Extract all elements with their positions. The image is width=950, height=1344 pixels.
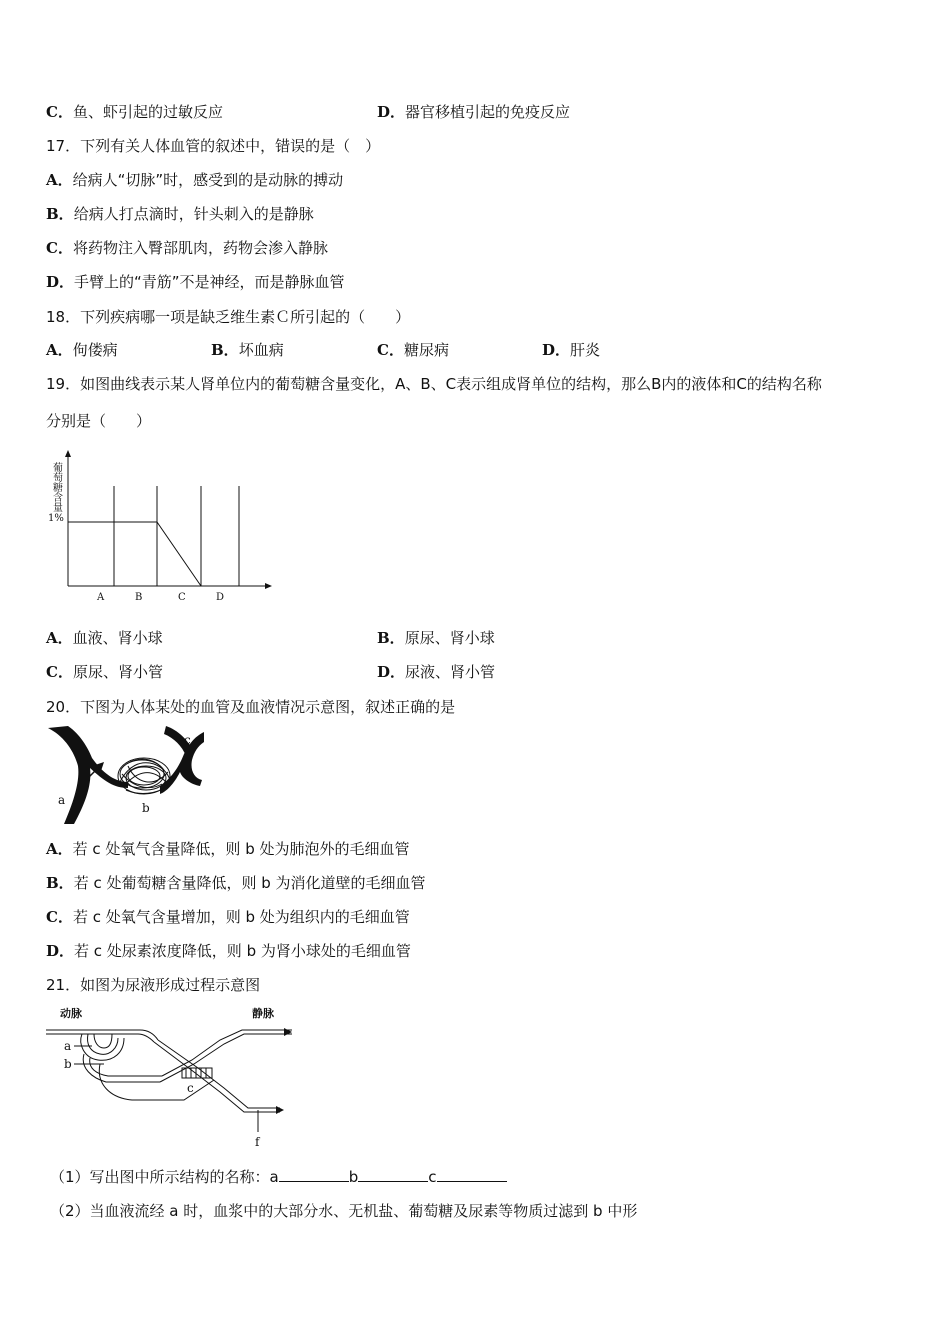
option-text: 肝炎 [570,341,601,359]
option-text: 手臂上的“青筋”不是神经，而是静脉血管 [74,273,345,291]
sub1-a-label: a [269,1168,279,1186]
label-c: c [184,733,191,747]
q19-stem-line1: 19．如图曲线表示某人肾单位内的葡萄糖含量变化，A、B、C表示组成肾单位的结构，那么B内的液体和C的结构名称 [46,375,822,393]
option-letter: C． [46,103,73,121]
capillary-network [118,758,170,794]
label-f: f [255,1135,260,1149]
q20-option-c [46,907,410,927]
glucose-chart [40,450,280,610]
option-letter: A． [46,629,73,647]
sub1-prefix: （1）写出图中所示结构的名称： [50,1168,270,1186]
q20-option-b [46,873,426,893]
label-a: a [64,1039,72,1053]
q19-stem-line2: 分别是（ ） [46,412,152,430]
artery-vessel [48,726,128,824]
q16-option-c [46,102,223,122]
chart-xtick-c: C [178,592,186,603]
q20-stem: 20．下图为人体某处的血管及血液情况示意图，叙述正确的是 [46,698,456,716]
q20-option-d [46,941,411,961]
q19-option-a [46,628,163,648]
q20-option-a [46,839,409,859]
option-letter: C． [46,908,73,926]
chart-ylabel: 葡萄糖含量 [50,462,62,512]
chart-glucose-curve [68,522,201,586]
q19-option-c [46,662,163,682]
option-text: 给病人打点滴时，针头刺入的是静脉 [73,205,314,223]
arrow-right-top [284,1028,292,1036]
option-text: 若 c 处氧气含量增加，则 b 处为组织内的毛细血管 [72,908,410,926]
chart-xtick-d: D [216,592,225,603]
label-a: a [58,793,66,807]
q18-option-c [377,340,449,360]
sub1-b-label: b [348,1168,359,1186]
option-text: 佝偻病 [72,341,118,359]
band-hatching [186,1068,206,1078]
q19-option-d [377,662,495,682]
option-letter: B． [377,629,405,647]
option-text: 器官移植引起的免疫反应 [405,103,571,121]
q21-sub2: （2）当血液流经 a 时，血浆中的大部分水、无机盐、葡萄糖及尿素等物质过滤到 b 中形 [50,1202,638,1220]
sub1-c-label: c [428,1168,437,1186]
q21-sub1 [50,1167,507,1187]
label-b: b [64,1057,72,1071]
blank-a[interactable] [279,1167,349,1182]
option-text: 原尿、肾小管 [72,663,163,681]
option-text: 坏血病 [238,341,284,359]
option-letter: A． [46,341,73,359]
option-letter: A． [46,840,73,858]
q18-option-a [46,340,118,360]
option-letter: C． [46,239,73,257]
option-text: 尿液、肾小管 [405,663,496,681]
option-text: 若 c 处尿素浓度降低，则 b 为肾小球处的毛细血管 [74,942,411,960]
label-vein: 静脉 [252,1007,274,1020]
option-text: 将药物注入臀部肌肉，药物会渗入静脉 [72,239,328,257]
option-letter: D． [46,273,75,291]
option-text: 鱼、虾引起的过敏反应 [72,103,223,121]
chart-xtick-a: A [97,592,105,603]
blank-c[interactable] [437,1167,507,1182]
q18-option-d [542,340,600,360]
option-text: 原尿、肾小球 [404,629,495,647]
q18-stem: 18．下列疾病哪一项是缺乏维生素Ｃ所引起的（ ） [46,308,411,326]
q18-option-b [211,340,284,360]
blood-vessel-figure [44,726,204,826]
option-letter: B． [46,205,74,223]
option-text: 若 c 处葡萄糖含量降低，则 b 为消化道壁的毛细血管 [73,874,426,892]
chart-ytick: 1% [48,513,64,524]
chart-y-arrow [65,450,71,457]
option-letter: D． [46,942,75,960]
option-letter: B． [211,341,239,359]
option-letter: D． [377,663,406,681]
option-letter: B． [46,874,74,892]
blank-b[interactable] [358,1167,428,1182]
option-letter: D． [377,103,406,121]
option-text: 若 c 处氧气含量降低，则 b 处为肺泡外的毛细血管 [72,840,410,858]
option-letter: C． [46,663,73,681]
label-c: c [187,1081,194,1095]
label-b: b [142,801,150,815]
nephron-tubes [46,1030,292,1112]
option-text: 糖尿病 [403,341,449,359]
chart-x-arrow [265,583,272,589]
q17-option-b [46,204,314,224]
option-text: 血液、肾小球 [72,629,163,647]
chart-xtick-b: B [135,592,143,603]
option-letter: C． [377,341,404,359]
q17-option-c [46,238,328,258]
q16-option-d [377,102,570,122]
q21-stem: 21．如图为尿液形成过程示意图 [46,976,261,994]
q17-option-d [46,272,345,292]
q17-option-a [46,170,343,190]
q19-option-b [377,628,495,648]
option-letter: D． [542,341,571,359]
urine-formation-figure [44,1004,294,1154]
arrow-right-bottom [276,1106,284,1114]
option-text: 给病人“切脉”时，感受到的是动脉的搏动 [72,171,344,189]
option-letter: A． [46,171,73,189]
label-artery: 动脉 [60,1007,82,1020]
q17-stem: 17．下列有关人体血管的叙述中，错误的是（ ） [46,137,381,155]
